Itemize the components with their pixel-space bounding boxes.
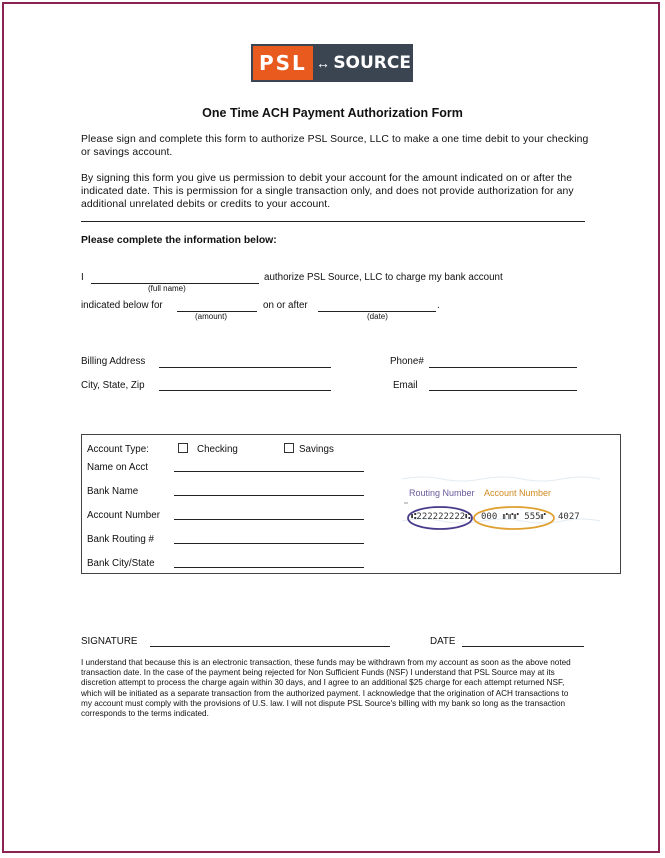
auth-text: authorize PSL Source, LLC to charge my bank account bbox=[264, 272, 503, 283]
indicated-label: indicated below for bbox=[81, 300, 163, 311]
logo-psl: PSL bbox=[253, 46, 313, 80]
check-number: 4027 bbox=[558, 512, 580, 522]
date-signature-label: DATE bbox=[430, 636, 456, 647]
account-number-label: Account Number bbox=[87, 510, 160, 521]
signature-date-field[interactable] bbox=[462, 646, 584, 647]
amount-caption: (amount) bbox=[195, 312, 228, 321]
bank-routing-label: Bank Routing # bbox=[87, 534, 154, 545]
bank-city-state-label: Bank City/State bbox=[87, 558, 155, 569]
logo-source: SOURCE bbox=[333, 46, 411, 80]
on-or-after-label: on or after bbox=[263, 300, 308, 311]
signature-label: SIGNATURE bbox=[81, 636, 138, 647]
account-digits: 000 ⑈⑈⑈ 555⑈ bbox=[481, 512, 546, 522]
billing-address-label: Billing Address bbox=[81, 356, 146, 367]
full-name-caption: (full name) bbox=[148, 284, 186, 293]
city-state-zip-label: City, State, Zip bbox=[81, 380, 145, 391]
signature-field[interactable] bbox=[150, 646, 390, 647]
city-state-zip-field[interactable] bbox=[159, 390, 331, 391]
billing-address-field[interactable] bbox=[159, 367, 331, 368]
checking-checkbox[interactable] bbox=[178, 443, 188, 453]
email-field[interactable] bbox=[429, 390, 577, 391]
section-heading: Please complete the information below: bbox=[81, 235, 277, 246]
divider bbox=[81, 221, 585, 222]
account-type-label: Account Type: bbox=[87, 444, 149, 455]
page-border bbox=[2, 2, 660, 853]
savings-label: Savings bbox=[299, 444, 334, 455]
name-on-acct-label: Name on Acct bbox=[87, 462, 148, 473]
savings-checkbox[interactable] bbox=[284, 443, 294, 453]
date-caption: (date) bbox=[367, 312, 388, 321]
intro-paragraph-2: By signing this form you give us permission to debit your account for the amount indicated on or after the indicated date. This is permission for a single transaction only, and does not provide authorization for any additional unrelated debits or credits to your account. bbox=[81, 173, 574, 210]
bank-name-label: Bank Name bbox=[87, 486, 139, 497]
name-on-acct-field[interactable] bbox=[174, 471, 364, 472]
routing-digits: ⑆222222222⑆ bbox=[411, 512, 471, 522]
checking-label: Checking bbox=[197, 444, 238, 455]
bank-name-field[interactable] bbox=[174, 495, 364, 496]
email-label: Email bbox=[393, 380, 418, 391]
psl-source-logo bbox=[251, 44, 413, 82]
intro-paragraph-1: Please sign and complete this form to authorize PSL Source, LLC to make a one time debit to your checking or savings account. bbox=[81, 134, 589, 158]
bank-city-state-field[interactable] bbox=[174, 567, 364, 568]
sample-check-image bbox=[402, 471, 600, 531]
period: . bbox=[437, 300, 440, 311]
routing-number-caption: Routing Number bbox=[409, 488, 475, 498]
auth-i: I bbox=[81, 272, 84, 283]
phone-field[interactable] bbox=[429, 367, 577, 368]
legal-disclaimer: I understand that because this is an electronic transaction, these funds may be withdrawn from my account as soon as the above noted transaction date. In the case of the payment being rejected for Non Sufficient Funds (NSF) I understand that PSL Source may at its discretion attempt to process the charge again within 30 days, and I agree to an additional $25 charge for each attempt returned NSF, which will be initiated as a separate transaction from the authorized payment. I acknowledge that the origination of ACH transactions to my account must comply with the provisions of U.S. law. I will not dispute PSL Source's billing with my bank so long as the transaction corresponds to the terms indicated. bbox=[81, 658, 571, 719]
bank-routing-field[interactable] bbox=[174, 543, 364, 544]
account-number-field[interactable] bbox=[174, 519, 364, 520]
form-title: One Time ACH Payment Authorization Form bbox=[202, 106, 463, 120]
logo-arrow-icon: ↔ bbox=[313, 46, 334, 80]
phone-label: Phone# bbox=[390, 356, 424, 367]
account-number-caption: Account Number bbox=[484, 488, 552, 498]
